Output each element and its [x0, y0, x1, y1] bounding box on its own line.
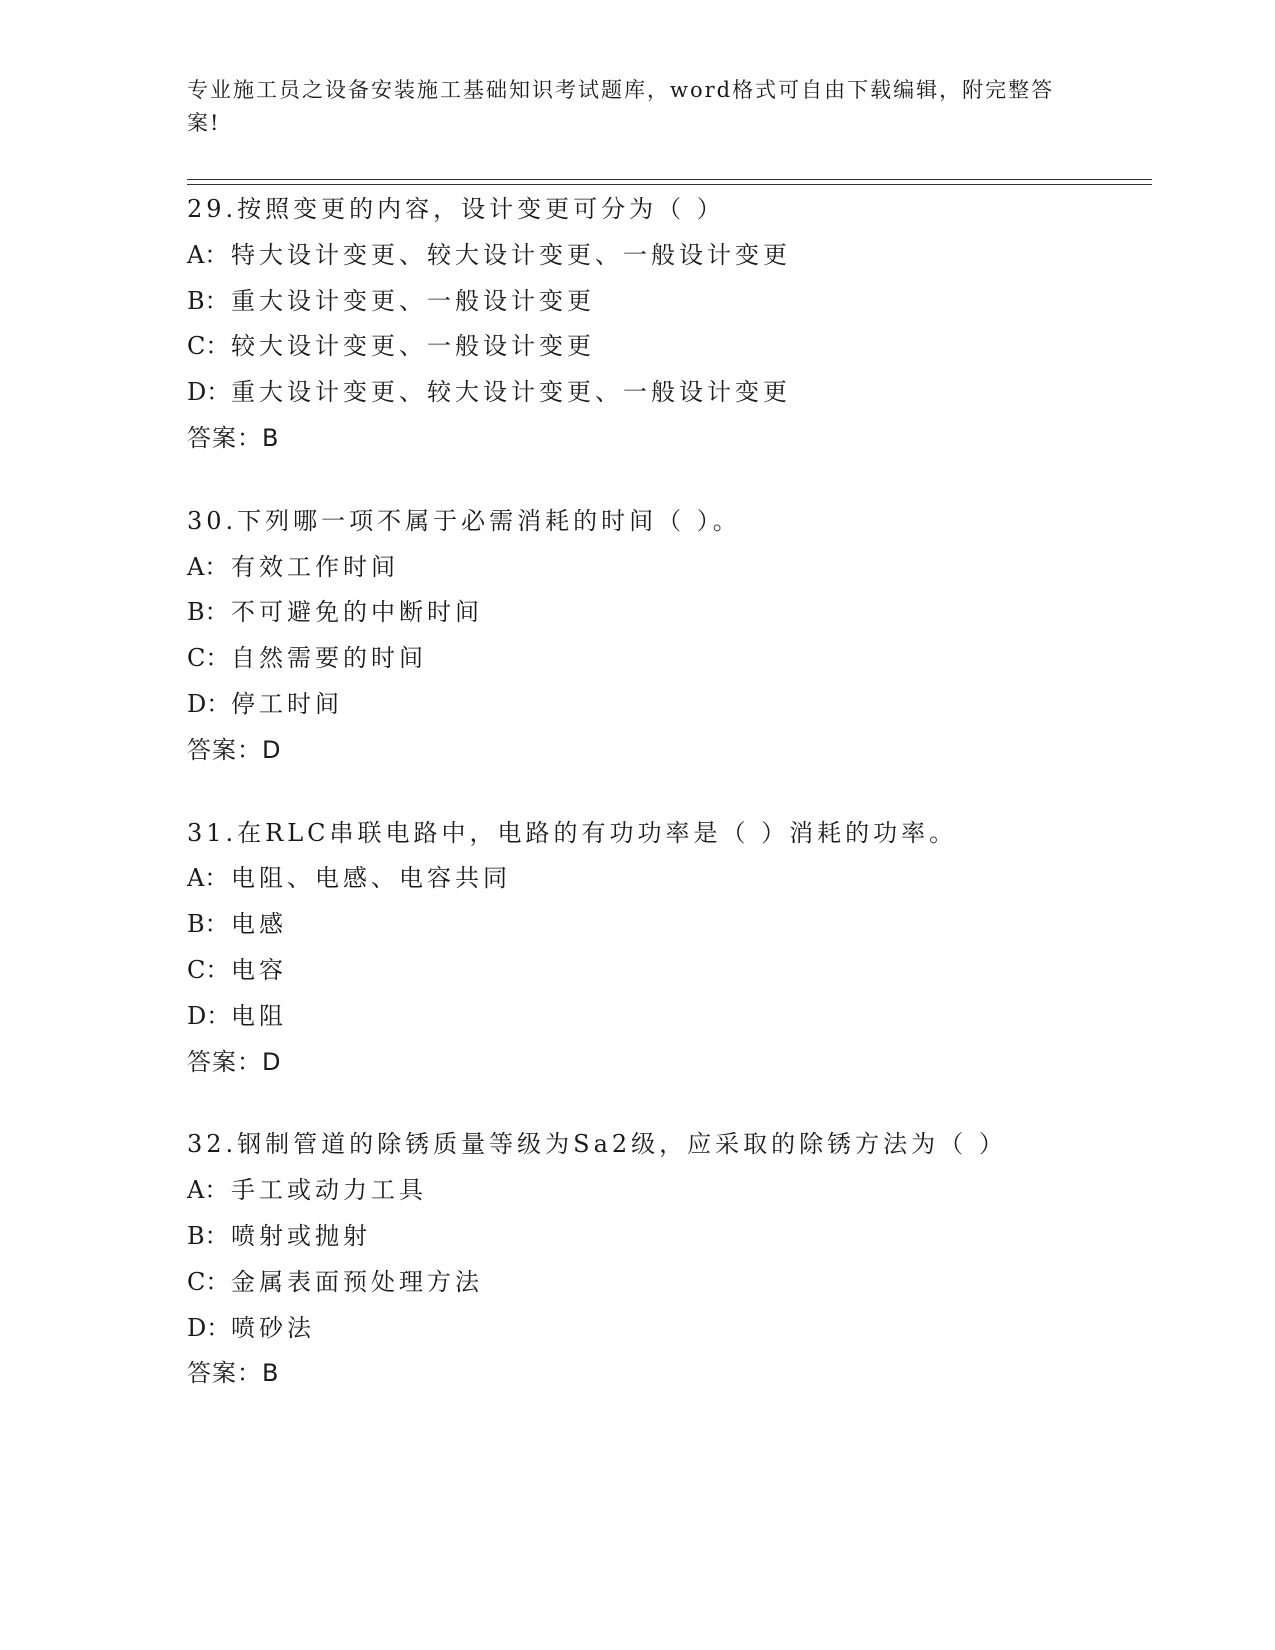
option-letter: C： — [187, 955, 230, 984]
question-stem: 31.在RLC串联电路中，电路的有功功率是（ ）消耗的功率。 — [187, 818, 958, 847]
option-text: 较大设计变更、一般设计变更 — [231, 332, 595, 361]
option-letter: A： — [187, 552, 229, 581]
option-b — [187, 590, 1167, 636]
option-text: 喷砂法 — [231, 1313, 315, 1342]
option-b — [187, 902, 1167, 948]
option-c — [187, 324, 1167, 370]
option-text: 不可避免的中断时间 — [231, 598, 483, 627]
option-d — [187, 1306, 1167, 1352]
document-header: 专业施工员之设备安装施工基础知识考试题库，word格式可自由下载编辑，附完整答案! — [187, 78, 1055, 135]
option-a — [187, 856, 1167, 902]
option-d — [187, 994, 1167, 1040]
option-letter: D： — [187, 689, 231, 718]
answer-line: 答案：D — [187, 1047, 282, 1076]
option-text: 自然需要的时间 — [231, 644, 427, 673]
option-c — [187, 1260, 1167, 1306]
option-a — [187, 1168, 1167, 1214]
option-text: 电感 — [231, 910, 287, 939]
question-stem: 32.钢制管道的除锈质量等级为Sa2级，应采取的除锈方法为（ ） — [187, 1130, 1007, 1159]
option-c — [187, 948, 1167, 994]
option-text: 停工时间 — [231, 689, 343, 718]
question-30 — [187, 499, 1167, 774]
option-letter: D： — [187, 1313, 231, 1342]
option-a — [187, 233, 1167, 279]
option-d — [187, 682, 1167, 728]
option-text: 有效工作时间 — [231, 552, 399, 581]
header-divider-bottom — [187, 184, 1152, 185]
option-letter: C： — [187, 644, 230, 673]
option-letter: B： — [187, 910, 229, 939]
option-text: 金属表面预处理方法 — [231, 1267, 483, 1296]
option-letter: D： — [187, 378, 231, 407]
option-letter: B： — [187, 286, 229, 315]
option-a — [187, 545, 1167, 591]
option-text: 喷射或抛射 — [231, 1221, 371, 1250]
option-letter: C： — [187, 1267, 230, 1296]
question-stem: 30.下列哪一项不属于必需消耗的时间（ ）。 — [187, 506, 741, 535]
question-29 — [187, 187, 1167, 462]
option-letter: B： — [187, 1221, 229, 1250]
answer-line: 答案：B — [187, 1359, 280, 1388]
answer-line: 答案：D — [187, 735, 282, 764]
option-text: 重大设计变更、较大设计变更、一般设计变更 — [231, 378, 791, 407]
option-letter: B： — [187, 598, 229, 627]
option-letter: C： — [187, 332, 230, 361]
question-32 — [187, 1122, 1167, 1397]
question-list — [187, 187, 1167, 1434]
option-text: 电阻 — [231, 1001, 287, 1030]
option-text: 电阻、电感、电容共同 — [231, 864, 511, 893]
option-letter: A： — [187, 864, 229, 893]
option-text: 手工或动力工具 — [231, 1176, 427, 1205]
option-text: 重大设计变更、一般设计变更 — [231, 286, 595, 315]
option-letter: D： — [187, 1001, 231, 1030]
header-divider-top — [187, 179, 1152, 180]
question-31 — [187, 811, 1167, 1086]
question-stem: 29.按照变更的内容，设计变更可分为（ ） — [187, 195, 725, 223]
option-c — [187, 636, 1167, 682]
option-d — [187, 370, 1167, 416]
answer-line: 答案：B — [187, 423, 280, 452]
option-letter: A： — [187, 240, 229, 269]
option-letter: A： — [187, 1176, 229, 1205]
option-text: 特大设计变更、较大设计变更、一般设计变更 — [231, 240, 791, 269]
option-b — [187, 1214, 1167, 1260]
option-text: 电容 — [231, 955, 287, 984]
option-b — [187, 279, 1167, 325]
